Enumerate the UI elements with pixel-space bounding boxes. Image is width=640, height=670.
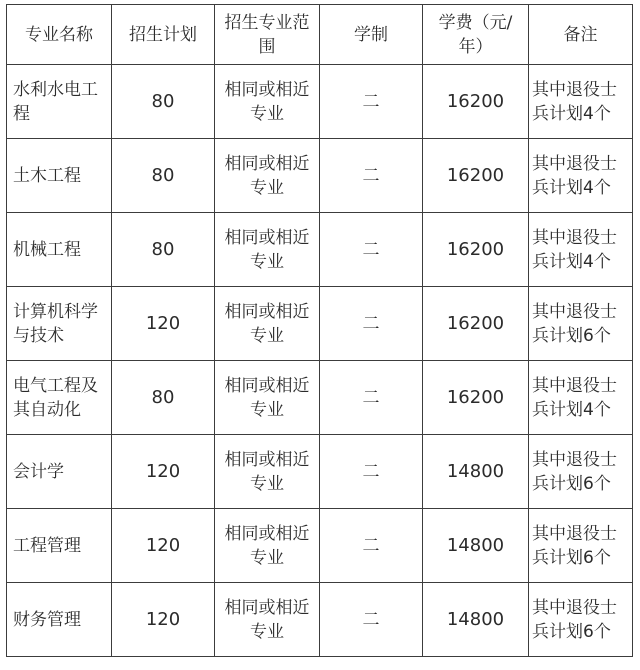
cell-note: 其中退役士兵计划4个 xyxy=(529,65,633,139)
cell-major: 水利水电工程 xyxy=(7,65,112,139)
cell-fee: 16200 xyxy=(423,213,529,287)
cell-fee: 16200 xyxy=(423,361,529,435)
table-row xyxy=(7,287,633,361)
cell-note: 其中退役士兵计划4个 xyxy=(529,361,633,435)
cell-fee: 16200 xyxy=(423,65,529,139)
cell-scope: 相同或相近专业 xyxy=(215,65,320,139)
table-row xyxy=(7,213,633,287)
cell-plan: 80 xyxy=(112,361,215,435)
cell-note: 其中退役士兵计划4个 xyxy=(529,213,633,287)
enrollment-table xyxy=(6,4,633,657)
cell-note: 其中退役士兵计划6个 xyxy=(529,583,633,657)
cell-major: 计算机科学与技术 xyxy=(7,287,112,361)
table-row xyxy=(7,361,633,435)
cell-note: 其中退役士兵计划6个 xyxy=(529,287,633,361)
cell-major: 会计学 xyxy=(7,435,112,509)
cell-note: 其中退役士兵计划6个 xyxy=(529,509,633,583)
cell-duration: 二 xyxy=(320,287,423,361)
cell-scope: 相同或相近专业 xyxy=(215,435,320,509)
cell-major: 机械工程 xyxy=(7,213,112,287)
cell-duration: 二 xyxy=(320,509,423,583)
table-row xyxy=(7,583,633,657)
cell-fee: 16200 xyxy=(423,139,529,213)
cell-duration: 二 xyxy=(320,435,423,509)
cell-duration: 二 xyxy=(320,583,423,657)
cell-plan: 80 xyxy=(112,139,215,213)
cell-scope: 相同或相近专业 xyxy=(215,361,320,435)
cell-duration: 二 xyxy=(320,65,423,139)
cell-fee: 14800 xyxy=(423,583,529,657)
cell-plan: 120 xyxy=(112,435,215,509)
header-major: 专业名称 xyxy=(7,5,112,65)
cell-major: 土木工程 xyxy=(7,139,112,213)
cell-scope: 相同或相近专业 xyxy=(215,287,320,361)
cell-fee: 14800 xyxy=(423,509,529,583)
cell-plan: 120 xyxy=(112,509,215,583)
cell-duration: 二 xyxy=(320,213,423,287)
cell-plan: 80 xyxy=(112,213,215,287)
cell-fee: 16200 xyxy=(423,287,529,361)
cell-duration: 二 xyxy=(320,139,423,213)
cell-plan: 120 xyxy=(112,287,215,361)
cell-plan: 120 xyxy=(112,583,215,657)
cell-duration: 二 xyxy=(320,361,423,435)
table-header-row xyxy=(7,5,633,65)
table-row xyxy=(7,139,633,213)
cell-note: 其中退役士兵计划4个 xyxy=(529,139,633,213)
cell-note: 其中退役士兵计划6个 xyxy=(529,435,633,509)
cell-scope: 相同或相近专业 xyxy=(215,509,320,583)
cell-major: 工程管理 xyxy=(7,509,112,583)
table-row xyxy=(7,435,633,509)
header-plan: 招生计划 xyxy=(112,5,215,65)
cell-scope: 相同或相近专业 xyxy=(215,583,320,657)
header-scope: 招生专业范围 xyxy=(215,5,320,65)
header-fee: 学费（元/年） xyxy=(423,5,529,65)
cell-scope: 相同或相近专业 xyxy=(215,139,320,213)
cell-fee: 14800 xyxy=(423,435,529,509)
header-duration: 学制 xyxy=(320,5,423,65)
enrollment-table-container xyxy=(6,4,633,657)
header-note: 备注 xyxy=(529,5,633,65)
cell-major: 电气工程及其自动化 xyxy=(7,361,112,435)
cell-scope: 相同或相近专业 xyxy=(215,213,320,287)
table-row xyxy=(7,509,633,583)
cell-plan: 80 xyxy=(112,65,215,139)
cell-major: 财务管理 xyxy=(7,583,112,657)
table-row xyxy=(7,65,633,139)
